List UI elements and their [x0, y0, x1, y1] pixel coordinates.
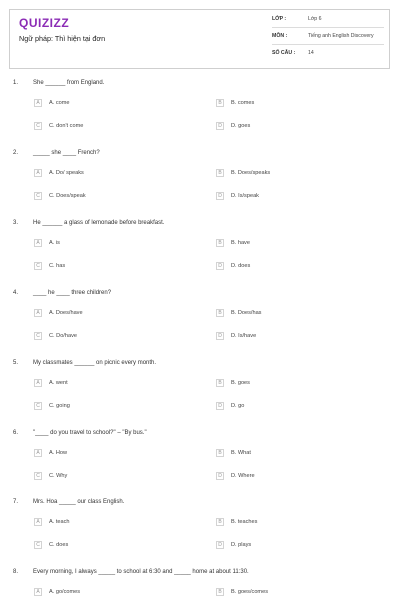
option-text: B. have	[231, 240, 250, 246]
option-letter-box: A	[34, 309, 42, 317]
question-3	[0, 220, 400, 290]
question-number: 1.	[13, 80, 19, 86]
question-number: 8.	[13, 569, 19, 575]
option-letter-box: C	[34, 192, 42, 200]
option-text: B. Does/has	[231, 310, 262, 316]
option-letter-box: D	[216, 192, 224, 200]
worksheet-header	[9, 9, 390, 69]
meta-question-count-value: 14	[308, 50, 314, 56]
option-text: D. plays	[231, 542, 252, 548]
question-number: 4.	[13, 290, 19, 296]
option-text: C. Does/speak	[49, 193, 86, 199]
option-text: A. teach	[49, 519, 70, 525]
option-letter-box: B	[216, 449, 224, 457]
question-2	[0, 150, 400, 220]
option-text: B. comes	[231, 100, 255, 106]
option-text: B. What	[231, 450, 251, 456]
option-text: C. does	[49, 542, 69, 548]
worksheet-title: Ngữ pháp: Thì hiện tại đơn	[19, 34, 106, 43]
quizizz-logo: QUIZIZZ	[19, 16, 70, 30]
option-text: B. goes/comes	[231, 589, 268, 595]
option-letter-box: A	[34, 379, 42, 387]
question-text: He ______ a glass of lemonade before breakfast.	[33, 220, 165, 226]
question-text: Mrs. Hoa _____ our class English.	[33, 499, 125, 505]
question-number: 7.	[13, 499, 19, 505]
option-text: A. How	[49, 450, 68, 456]
option-letter-box: A	[34, 169, 42, 177]
option-letter-box: A	[34, 99, 42, 107]
option-letter-box: D	[216, 332, 224, 340]
option-text: B. teaches	[231, 519, 258, 525]
question-number: 3.	[13, 220, 19, 226]
option-letter-box: B	[216, 588, 224, 596]
option-letter-box: D	[216, 122, 224, 130]
option-letter-box: B	[216, 518, 224, 526]
option-text: C. Why	[49, 473, 68, 479]
option-letter-box: C	[34, 402, 42, 410]
meta-grade	[272, 12, 384, 28]
question-5	[0, 360, 400, 430]
option-text: A. Does/have	[49, 310, 83, 316]
question-number: 6.	[13, 430, 19, 436]
option-text: A. is	[49, 240, 60, 246]
question-7	[0, 499, 400, 569]
question-1	[0, 80, 400, 150]
option-letter-box: D	[216, 262, 224, 270]
option-letter-box: B	[216, 379, 224, 387]
meta-subject	[272, 29, 384, 45]
option-letter-box: B	[216, 169, 224, 177]
option-text: D. Where	[231, 473, 255, 479]
question-number: 5.	[13, 360, 19, 366]
option-text: A. went	[49, 380, 68, 386]
meta-question-count-label: SỐ CÂU :	[272, 50, 296, 56]
option-text: D. Is/speak	[231, 193, 259, 199]
option-letter-box: C	[34, 122, 42, 130]
option-letter-box: D	[216, 472, 224, 480]
option-letter-box: B	[216, 309, 224, 317]
question-8	[0, 569, 400, 600]
option-letter-box: C	[34, 262, 42, 270]
option-text: C. has	[49, 263, 66, 269]
meta-subject-value: Tiếng anh English Discovery	[308, 33, 374, 39]
meta-grade-label: LỚP :	[272, 16, 287, 22]
option-text: A. Do/ speaks	[49, 170, 84, 176]
option-text: B. goes	[231, 380, 250, 386]
option-text: D. go	[231, 403, 245, 409]
option-text: C. don't come	[49, 123, 84, 129]
option-text: D. Is/have	[231, 333, 257, 339]
question-6	[0, 430, 400, 500]
option-letter-box: C	[34, 332, 42, 340]
question-text: Every morning, I always _____ to school at 6:30 and _____ home at about 11:30.	[33, 569, 249, 575]
option-letter-box: D	[216, 541, 224, 549]
option-letter-box: C	[34, 472, 42, 480]
question-text: She ______ from England.	[33, 80, 105, 86]
question-text: My classmates ______ on picnic every month.	[33, 360, 157, 366]
option-text: D. does	[231, 263, 251, 269]
meta-grade-value: Lớp 6	[308, 16, 322, 22]
question-4	[0, 290, 400, 360]
question-text: _____ she ____ French?	[33, 150, 100, 156]
meta-subject-label: MÔN :	[272, 33, 288, 39]
meta-question-count	[272, 46, 384, 61]
option-text: C. going	[49, 403, 70, 409]
option-text: D. goes	[231, 123, 251, 129]
option-letter-box: A	[34, 449, 42, 457]
question-number: 2.	[13, 150, 19, 156]
option-letter-box: A	[34, 239, 42, 247]
option-letter-box: A	[34, 518, 42, 526]
option-text: C. Do/have	[49, 333, 77, 339]
option-text: B. Does/speaks	[231, 170, 271, 176]
option-letter-box: D	[216, 402, 224, 410]
option-letter-box: A	[34, 588, 42, 596]
question-text: ____ he ____ three children?	[33, 290, 112, 296]
option-text: A. come	[49, 100, 70, 106]
option-text: A. go/comes	[49, 589, 81, 595]
question-text: "____ do you travel to school?" – "By bus."	[33, 430, 147, 436]
option-letter-box: C	[34, 541, 42, 549]
option-letter-box: B	[216, 239, 224, 247]
option-letter-box: B	[216, 99, 224, 107]
